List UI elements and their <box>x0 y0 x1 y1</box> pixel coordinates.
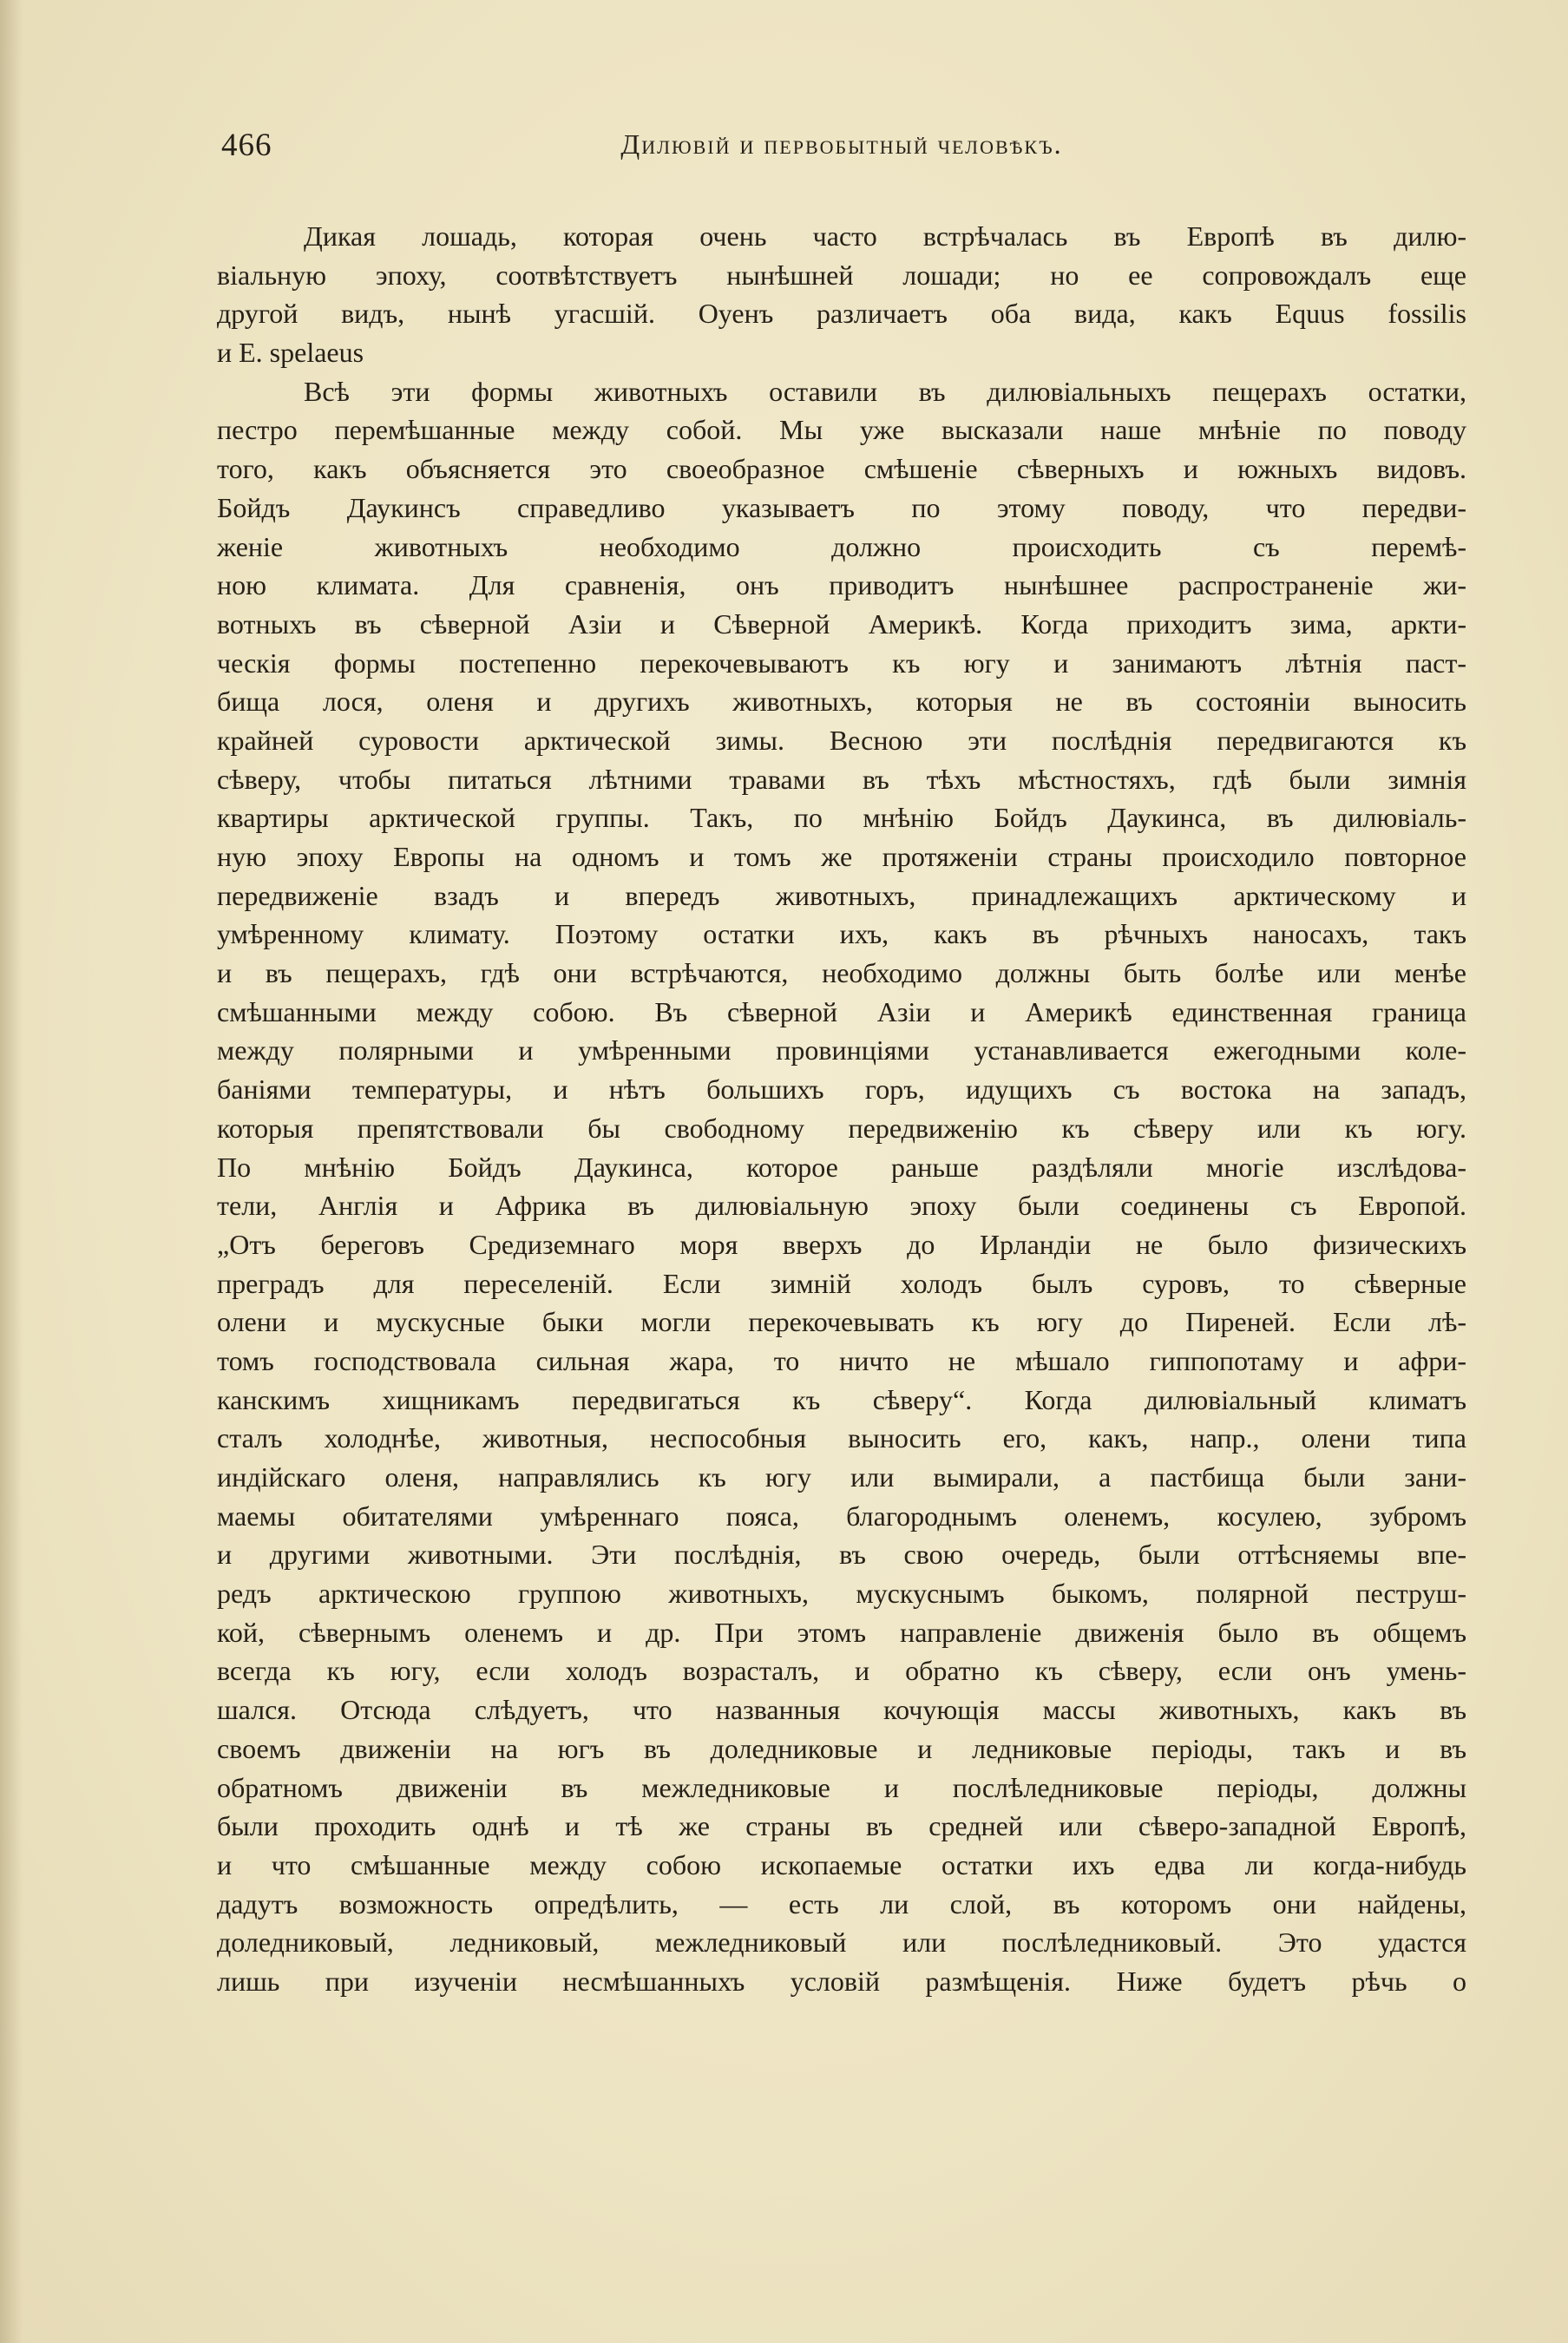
text-line: баніями температуры, и нѣтъ большихъ горъ, идущихъ съ востока на западъ, <box>217 1073 1466 1106</box>
text-line: бища лося, оленя и другихъ животныхъ, которыя не въ состояніи выносить <box>217 686 1466 718</box>
text-line: обратномъ движеніи въ межледниковые и послѣледниковые періоды, должны <box>217 1771 1466 1803</box>
text-line: ную эпоху Европы на одномъ и томъ же протяженіи страны происходило повторное <box>217 841 1466 872</box>
text-line: сталъ холоднѣе, животныя, неспособныя выносить его, какъ, напр., олени типа <box>217 1422 1466 1454</box>
text-line: всегда къ югу, если холодъ возрасталъ, и обратно къ сѣверу, если онъ умень- <box>217 1655 1466 1687</box>
text-line: томъ господствовала сильная жара, то ничто не мѣшало гиппопотаму и афри- <box>217 1344 1466 1376</box>
text-line: передвиженіе взадъ и впередъ животныхъ, принадлежащихъ арктическому и <box>217 879 1466 911</box>
text-line: олени и мускусные быки могли перекочевывать къ югу до Пиреней. Если лѣ- <box>217 1306 1466 1338</box>
page-gutter-shadow <box>0 0 23 2343</box>
text-line: и другими животными. Эти послѣднія, въ свою очередь, были оттѣсняемы впе- <box>217 1539 1466 1571</box>
text-line: другой видъ, нынѣ угасшій. Оуенъ различаетъ оба вида, какъ Equus fossilis <box>217 298 1466 330</box>
text-line: женіе животныхъ необходимо должно происходить съ перемѣ- <box>217 530 1466 562</box>
text-line: маемы обитателями умѣреннаго пояса, благороднымъ оленемъ, косулею, зубромъ <box>217 1500 1466 1532</box>
text-line: віальную эпоху, соотвѣтствуетъ нынѣшней лошади; но ее сопровождалъ еще <box>217 259 1466 291</box>
text-line: пестро перемѣшанные между собой. Мы уже высказали наше мнѣніе по поводу <box>217 414 1466 446</box>
text-line: преградъ для переселеній. Если зимній холодъ былъ суровъ, то сѣверные <box>217 1267 1466 1299</box>
text-line: вотныхъ въ сѣверной Азіи и Сѣверной Америкѣ. Когда приходитъ зима, аркти- <box>217 607 1466 640</box>
text-line: ною климата. Для сравненія, онъ приводитъ нынѣшнее распространеніе жи- <box>217 569 1466 601</box>
page-number: 466 <box>221 128 272 163</box>
text-line: своемъ движеніи на югъ въ доледниковые и ледниковые періоды, такъ и въ <box>217 1732 1466 1764</box>
text-line: и E. spelaeus <box>217 337 364 369</box>
text-line: и въ пещерахъ, гдѣ они встрѣчаются, необходимо должны быть болѣе или менѣе <box>217 957 1466 989</box>
text-line: доледниковый, ледниковый, межледниковый или послѣледниковый. Это удастся <box>217 1926 1466 1959</box>
text-line: которыя препятствовали бы свободному передвиженію къ сѣверу или къ югу. <box>217 1112 1466 1144</box>
text-line: Всѣ эти формы животныхъ оставили въ дилювіальныхъ пещерахъ остатки, <box>304 375 1466 407</box>
text-line: квартиры арктической группы. Такъ, по мнѣнію Бойдъ Даукинса, въ дилювіаль- <box>217 802 1466 834</box>
text-line: сѣверу, чтобы питаться лѣтними травами въ тѣхъ мѣстностяхъ, гдѣ были зимнія <box>217 763 1466 795</box>
body-text <box>217 217 1466 2001</box>
text-line: шался. Отсюда слѣдуетъ, что названныя кочующія массы животныхъ, какъ въ <box>217 1694 1466 1726</box>
text-line: Дикая лошадь, которая очень часто встрѣчалась въ Европѣ въ дилю- <box>304 220 1466 252</box>
text-line: были проходить однѣ и тѣ же страны въ средней или сѣверо-западной Европѣ, <box>217 1810 1466 1842</box>
text-line: того, какъ объясняется это своеобразное смѣшеніе сѣверныхъ и южныхъ видовъ. <box>217 453 1466 485</box>
text-line: смѣшанными между собою. Въ сѣверной Азіи и Америкѣ единственная граница <box>217 995 1466 1027</box>
text-line: По мнѣнію Бойдъ Даукинса, которое раньше раздѣляли многіе изслѣдова- <box>217 1151 1466 1183</box>
text-line: крайней суровости арктической зимы. Весною эти послѣднія передвигаются къ <box>217 724 1466 756</box>
running-head-title: Дилювій и первобытный человѣкъ. <box>620 128 1063 160</box>
text-line: лишь при изученіи несмѣшанныхъ условій размѣщенія. Ниже будетъ рѣчь о <box>217 1965 1466 1997</box>
text-line: тели, Англія и Африка въ дилювіальную эпоху были соединены съ Европой. <box>217 1190 1466 1222</box>
text-line: „Отъ береговъ Средиземнаго моря вверхъ до Ирландіи не было физическихъ <box>217 1228 1466 1260</box>
running-head <box>221 127 1462 170</box>
text-line: канскимъ хищникамъ передвигаться къ сѣверу“. Когда дилювіальный климатъ <box>217 1383 1466 1415</box>
text-line: ческія формы постепенно перекочевываютъ къ югу и занимаютъ лѣтнія паст- <box>217 646 1466 679</box>
text-line: редъ арктическою группою животныхъ, мускуснымъ быкомъ, полярной пеструш- <box>217 1578 1466 1610</box>
text-line: и что смѣшанные между собою ископаемые остатки ихъ едва ли когда-нибудь <box>217 1848 1466 1880</box>
text-line: индійскаго оленя, направлялись къ югу или вымирали, а пастбища были зани- <box>217 1461 1466 1493</box>
text-line: Бойдъ Даукинсъ справедливо указываетъ по этому поводу, что передви- <box>217 491 1466 523</box>
text-line: кой, сѣвернымъ оленемъ и др. При этомъ направленіе движенія было въ общемъ <box>217 1616 1466 1648</box>
text-line: дадутъ возможность опредѣлить, — есть ли слой, въ которомъ они найдены, <box>217 1887 1466 1920</box>
text-line: между полярными и умѣренными провинціями устанавливается ежегодными коле- <box>217 1034 1466 1066</box>
text-line: умѣренному климату. Поэтому остатки ихъ, какъ въ рѣчныхъ наносахъ, такъ <box>217 918 1466 950</box>
